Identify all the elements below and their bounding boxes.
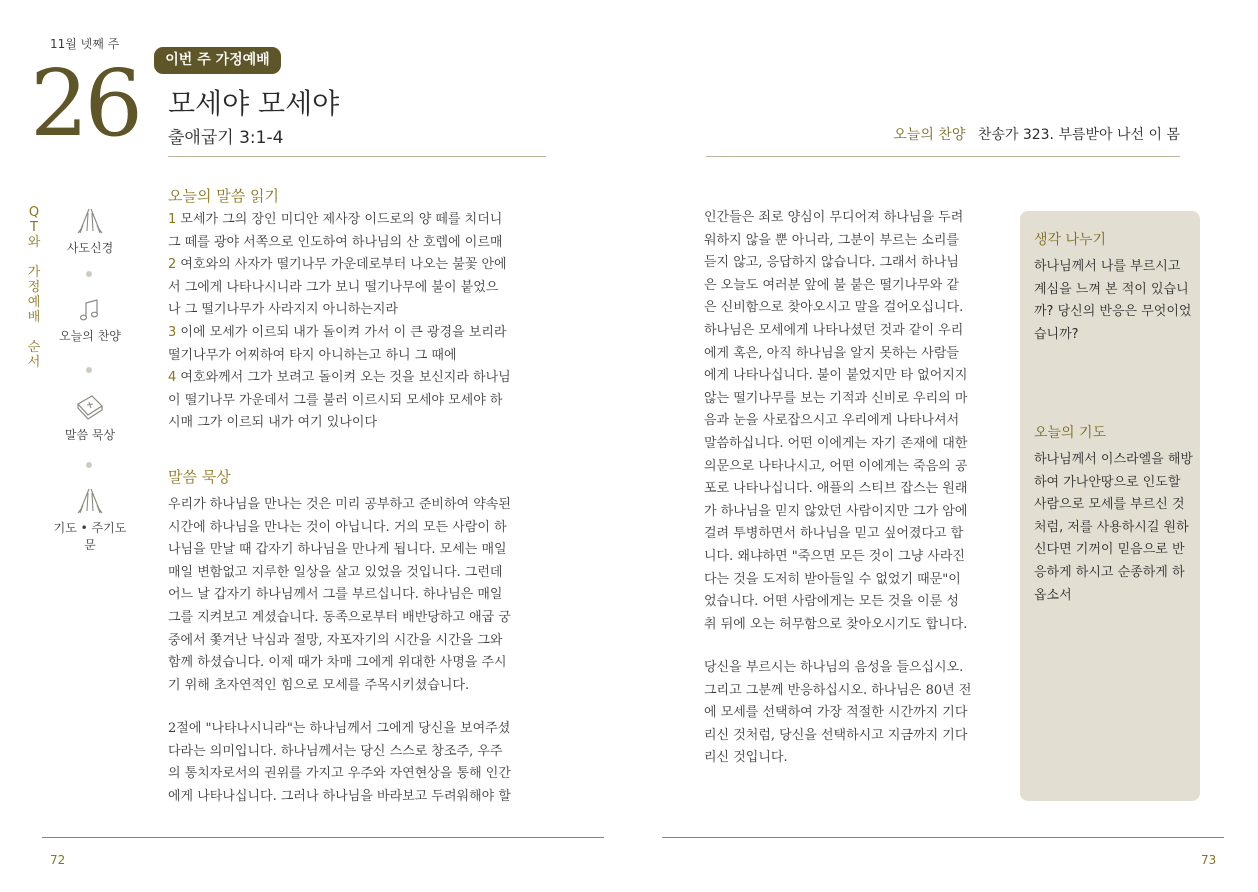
scripture-line [168, 367, 548, 390]
verse-text: 모세가 그의 장인 미디안 제사장 이드로의 양 떼를 치더니 [176, 212, 503, 227]
text-line: 걸려 투병하면서 하나님을 믿고 싶어졌다고 합 [704, 526, 964, 542]
verse-text: 시매 그가 이르되 내가 여기 있나이다 [168, 415, 378, 431]
text-line: 그를 지켜보고 계셨습니다. 동족으로부터 배반당하고 애굽 궁 [168, 609, 511, 625]
day-number: 26 [30, 50, 140, 157]
text-line: 다는 것을 도저히 받아들일 수 없었기 때문"이 [704, 571, 961, 587]
scripture-line [168, 277, 548, 300]
music-note-icon [75, 297, 105, 323]
text-line: 의 통치자로서의 권위를 가지고 우주와 자연현상을 통해 인간 [168, 766, 511, 782]
scripture-reference: 출애굽기 3:1-4 [168, 128, 284, 148]
meditation-heading: 말씀 묵상 [168, 468, 231, 486]
text-line: 기 위해 초자연적인 힘으로 모세를 주목시키셨습니다. [168, 677, 470, 693]
vertical-char: 가 [27, 265, 41, 280]
week-label: 11월 넷째 주 [50, 37, 120, 51]
sidebar-item-creed [52, 207, 128, 256]
praise-label: 오늘의 찬양 [893, 127, 966, 143]
vertical-char [27, 325, 41, 340]
text-line: 듣지 않고, 응답하지 않습니다. 그래서 하나님 [704, 255, 959, 271]
text-line: 리신 것입니다. [704, 750, 788, 766]
scripture-line [168, 322, 548, 345]
text-line: 었습니다. 어떤 사람에게는 모든 것을 이룬 성 [704, 594, 959, 610]
box-line: 까? 당신의 반응은 무엇이었 [1034, 304, 1192, 320]
vertical-char: 예 [27, 295, 41, 310]
verse-text: 여호와께서 그가 보려고 돌이켜 오는 것을 보신지라 하나님 [176, 370, 511, 386]
sidebar-item-label: 기도 • 주기도문 [53, 521, 127, 552]
box-line: 하나님께서 이스라엘을 해방 [1034, 452, 1193, 467]
sidebar-dot [86, 462, 92, 468]
text-line: 어느 날 갑자기 하나님께서 그를 부르십니다. 하나님은 매일 [168, 587, 503, 603]
vertical-char: 와 [27, 235, 41, 250]
praying-hands-icon [75, 487, 105, 515]
text-line: 하나님은 모세에게 나타나셨던 것과 같이 우리 [704, 322, 964, 338]
sidebar-item-praise [52, 297, 128, 344]
meditation-paragraph-1 [168, 494, 548, 697]
text-line: 에 모세를 선택하여 가장 적절한 시간까지 기다 [704, 705, 968, 721]
text-line: 함께 하셨습니다. 이제 때가 차매 그에게 위대한 사명을 주시 [168, 655, 507, 671]
scripture-line [168, 209, 548, 232]
qt-order-vertical-text [27, 205, 41, 370]
sidebar-item-prayer [52, 487, 128, 553]
prayer-text [1034, 449, 1194, 607]
meditation-paragraph-3 [704, 207, 996, 636]
text-line: 은 신비함으로 찾아오시고 말을 걸어오십니다. [704, 300, 964, 316]
text-line: 니다. 왜냐하면 "죽으면 모든 것이 그냥 사라진 [704, 548, 965, 564]
page-number-left: 72 [50, 853, 66, 867]
todays-praise [893, 124, 1180, 144]
text-line: 에게 나타나십니다. 불이 붙었지만 타 없어지지 [704, 368, 968, 384]
verse-text: 여호와의 사자가 떨기나무 가운데로부터 나오는 불꽃 안에 [176, 257, 507, 273]
vertical-char: 정 [27, 280, 41, 295]
scripture-text [168, 209, 548, 435]
box-line: 습니까? [1034, 326, 1079, 342]
vertical-char [27, 250, 41, 265]
praise-song: 찬송가 323. 부름받아 나선 이 몸 [977, 127, 1180, 143]
vertical-char: Q [28, 205, 40, 220]
text-line: 당신을 부르시는 하나님의 음성을 들으십시오. [704, 660, 964, 675]
text-line: 취 뒤에 오는 허무함으로 찾아오시기도 합니다. [704, 616, 968, 632]
verse-text: 서 그에게 나타나시니라 그가 보니 떨기나무에 불이 붙었으 [168, 279, 499, 295]
meditation-paragraph-4 [704, 657, 996, 770]
text-line: 리신 것처럼, 당신을 선택하시고 지금까지 기다 [704, 727, 968, 743]
text-line: 나님을 만날 때 갑자기 하나님을 만나게 됩니다. 모세는 매일 [168, 542, 507, 558]
share-question [1034, 256, 1194, 346]
scripture-line [168, 254, 548, 277]
text-line: 워하지 않을 뿐 아니라, 그분이 부르는 소리를 [704, 232, 959, 248]
weekly-worship-badge: 이번 주 가정예배 [154, 47, 281, 74]
text-line: 가 하나님을 믿지 않았던 사람이지만 그가 암에 [704, 503, 968, 519]
box-line: 응하게 하시고 순종하게 하 [1034, 564, 1185, 580]
footer-rule-right [662, 837, 1224, 838]
vertical-char: 배 [27, 310, 41, 325]
verse-text: 이 떨기나무 가운데서 그를 불러 이르시되 모세야 모세야 하 [168, 392, 503, 408]
bible-icon [74, 392, 106, 422]
vertical-char: 서 [27, 355, 41, 370]
share-heading: 생각 나누기 [1034, 232, 1107, 248]
sidebar-dot [86, 271, 92, 277]
text-line: 2절에 "나타나시니라"는 하나님께서 그에게 당신을 보여주셨 [168, 721, 511, 736]
header-rule-left [168, 156, 546, 157]
sidebar-dot [86, 367, 92, 373]
reading-heading: 오늘의 말씀 읽기 [168, 187, 279, 205]
header-rule-right [706, 156, 1180, 157]
box-line: 계심을 느껴 본 적이 있습니 [1034, 281, 1189, 297]
text-line: 시간에 하나님을 만나는 것이 아닙니다. 거의 모든 사람이 하 [168, 519, 507, 535]
text-line: 매일 변함없고 지루한 일상을 살고 있었을 것입니다. 그런데 [168, 564, 503, 580]
box-line: 하여 가나안땅으로 인도할 [1034, 474, 1181, 490]
verse-number: 2 [168, 257, 177, 273]
text-line: 에게 혹은, 아직 하나님을 알지 못하는 사람들 [704, 345, 959, 361]
verse-text: 이에 모세가 이르되 내가 돌이켜 가서 이 큰 광경을 보리라 [176, 324, 507, 340]
text-line: 인간들은 죄로 양심이 무디어져 하나님을 두려 [704, 210, 964, 225]
sidebar-item-meditation [52, 392, 128, 443]
sidebar-item-label: 말씀 묵상 [64, 428, 116, 442]
verse-text: 떨기나무가 어찌하여 타지 아니하는고 하니 그 때에 [168, 347, 457, 363]
footer-rule-left [42, 837, 604, 838]
verse-number: 4 [168, 370, 177, 386]
sidebar-item-label: 오늘의 찬양 [59, 329, 121, 343]
verse-text: 나 그 떨기나무가 사라지지 아니하는지라 [168, 302, 399, 318]
scripture-line [168, 299, 548, 322]
text-line: 우리가 하나님을 만나는 것은 미리 공부하고 준비하여 약속된 [168, 497, 511, 512]
scripture-line [168, 232, 548, 255]
text-line: 그리고 그분께 반응하십시오. 하나님은 80년 전 [704, 682, 972, 698]
box-line: 신다면 기꺼이 믿음으로 반 [1034, 542, 1185, 558]
meditation-paragraph-2 [168, 718, 548, 808]
verse-number: 3 [168, 324, 177, 340]
verse-number: 1 [168, 212, 177, 227]
text-line: 않는 떨기나무를 보는 기적과 신비로 우리의 마 [704, 390, 968, 406]
text-line: 에게 나타나십니다. 그러나 하나님을 바라보고 두려워해야 할 [168, 788, 511, 804]
text-line: 은 오늘도 여러분 앞에 불 붙은 떨기나무와 같 [704, 277, 959, 293]
page-title: 모세야 모세야 [168, 87, 340, 120]
text-line: 다라는 의미입니다. 하나님께서는 당신 스스로 창조주, 우주 [168, 743, 503, 759]
text-line: 의문으로 나타나시고, 어떤 이에게는 죽음의 공 [704, 458, 968, 474]
vertical-char: T [30, 220, 38, 235]
text-line: 말씀하십니다. 어떤 이에게는 자기 존재에 대한 [704, 435, 968, 451]
sidebar-item-label: 사도신경 [66, 241, 114, 255]
text-line: 포로 나타나십니다. 애플의 스티브 잡스는 원래 [704, 481, 968, 497]
praying-hands-icon [75, 207, 105, 235]
scripture-line [168, 412, 548, 435]
vertical-char: 순 [27, 340, 41, 355]
text-line: 음과 눈을 사로잡으시고 우리에게 나타나셔서 [704, 413, 960, 429]
box-line: 옵소서 [1034, 587, 1072, 603]
box-line: 하나님께서 나를 부르시고 [1034, 259, 1181, 274]
prayer-heading: 오늘의 기도 [1034, 425, 1107, 441]
verse-text: 그 떼를 광야 서쪽으로 인도하여 하나님의 산 호렙에 이르매 [168, 234, 503, 250]
box-line: 사람으로 모세를 부르신 것 [1034, 497, 1185, 513]
page-number-right: 73 [1201, 853, 1217, 867]
box-line: 처럼, 저를 사용하시길 원하 [1034, 519, 1189, 535]
text-line: 중에서 쫓겨난 낙심과 절망, 자포자기의 시간을 시간을 그와 [168, 632, 503, 648]
scripture-line [168, 345, 548, 368]
scripture-line [168, 390, 548, 413]
